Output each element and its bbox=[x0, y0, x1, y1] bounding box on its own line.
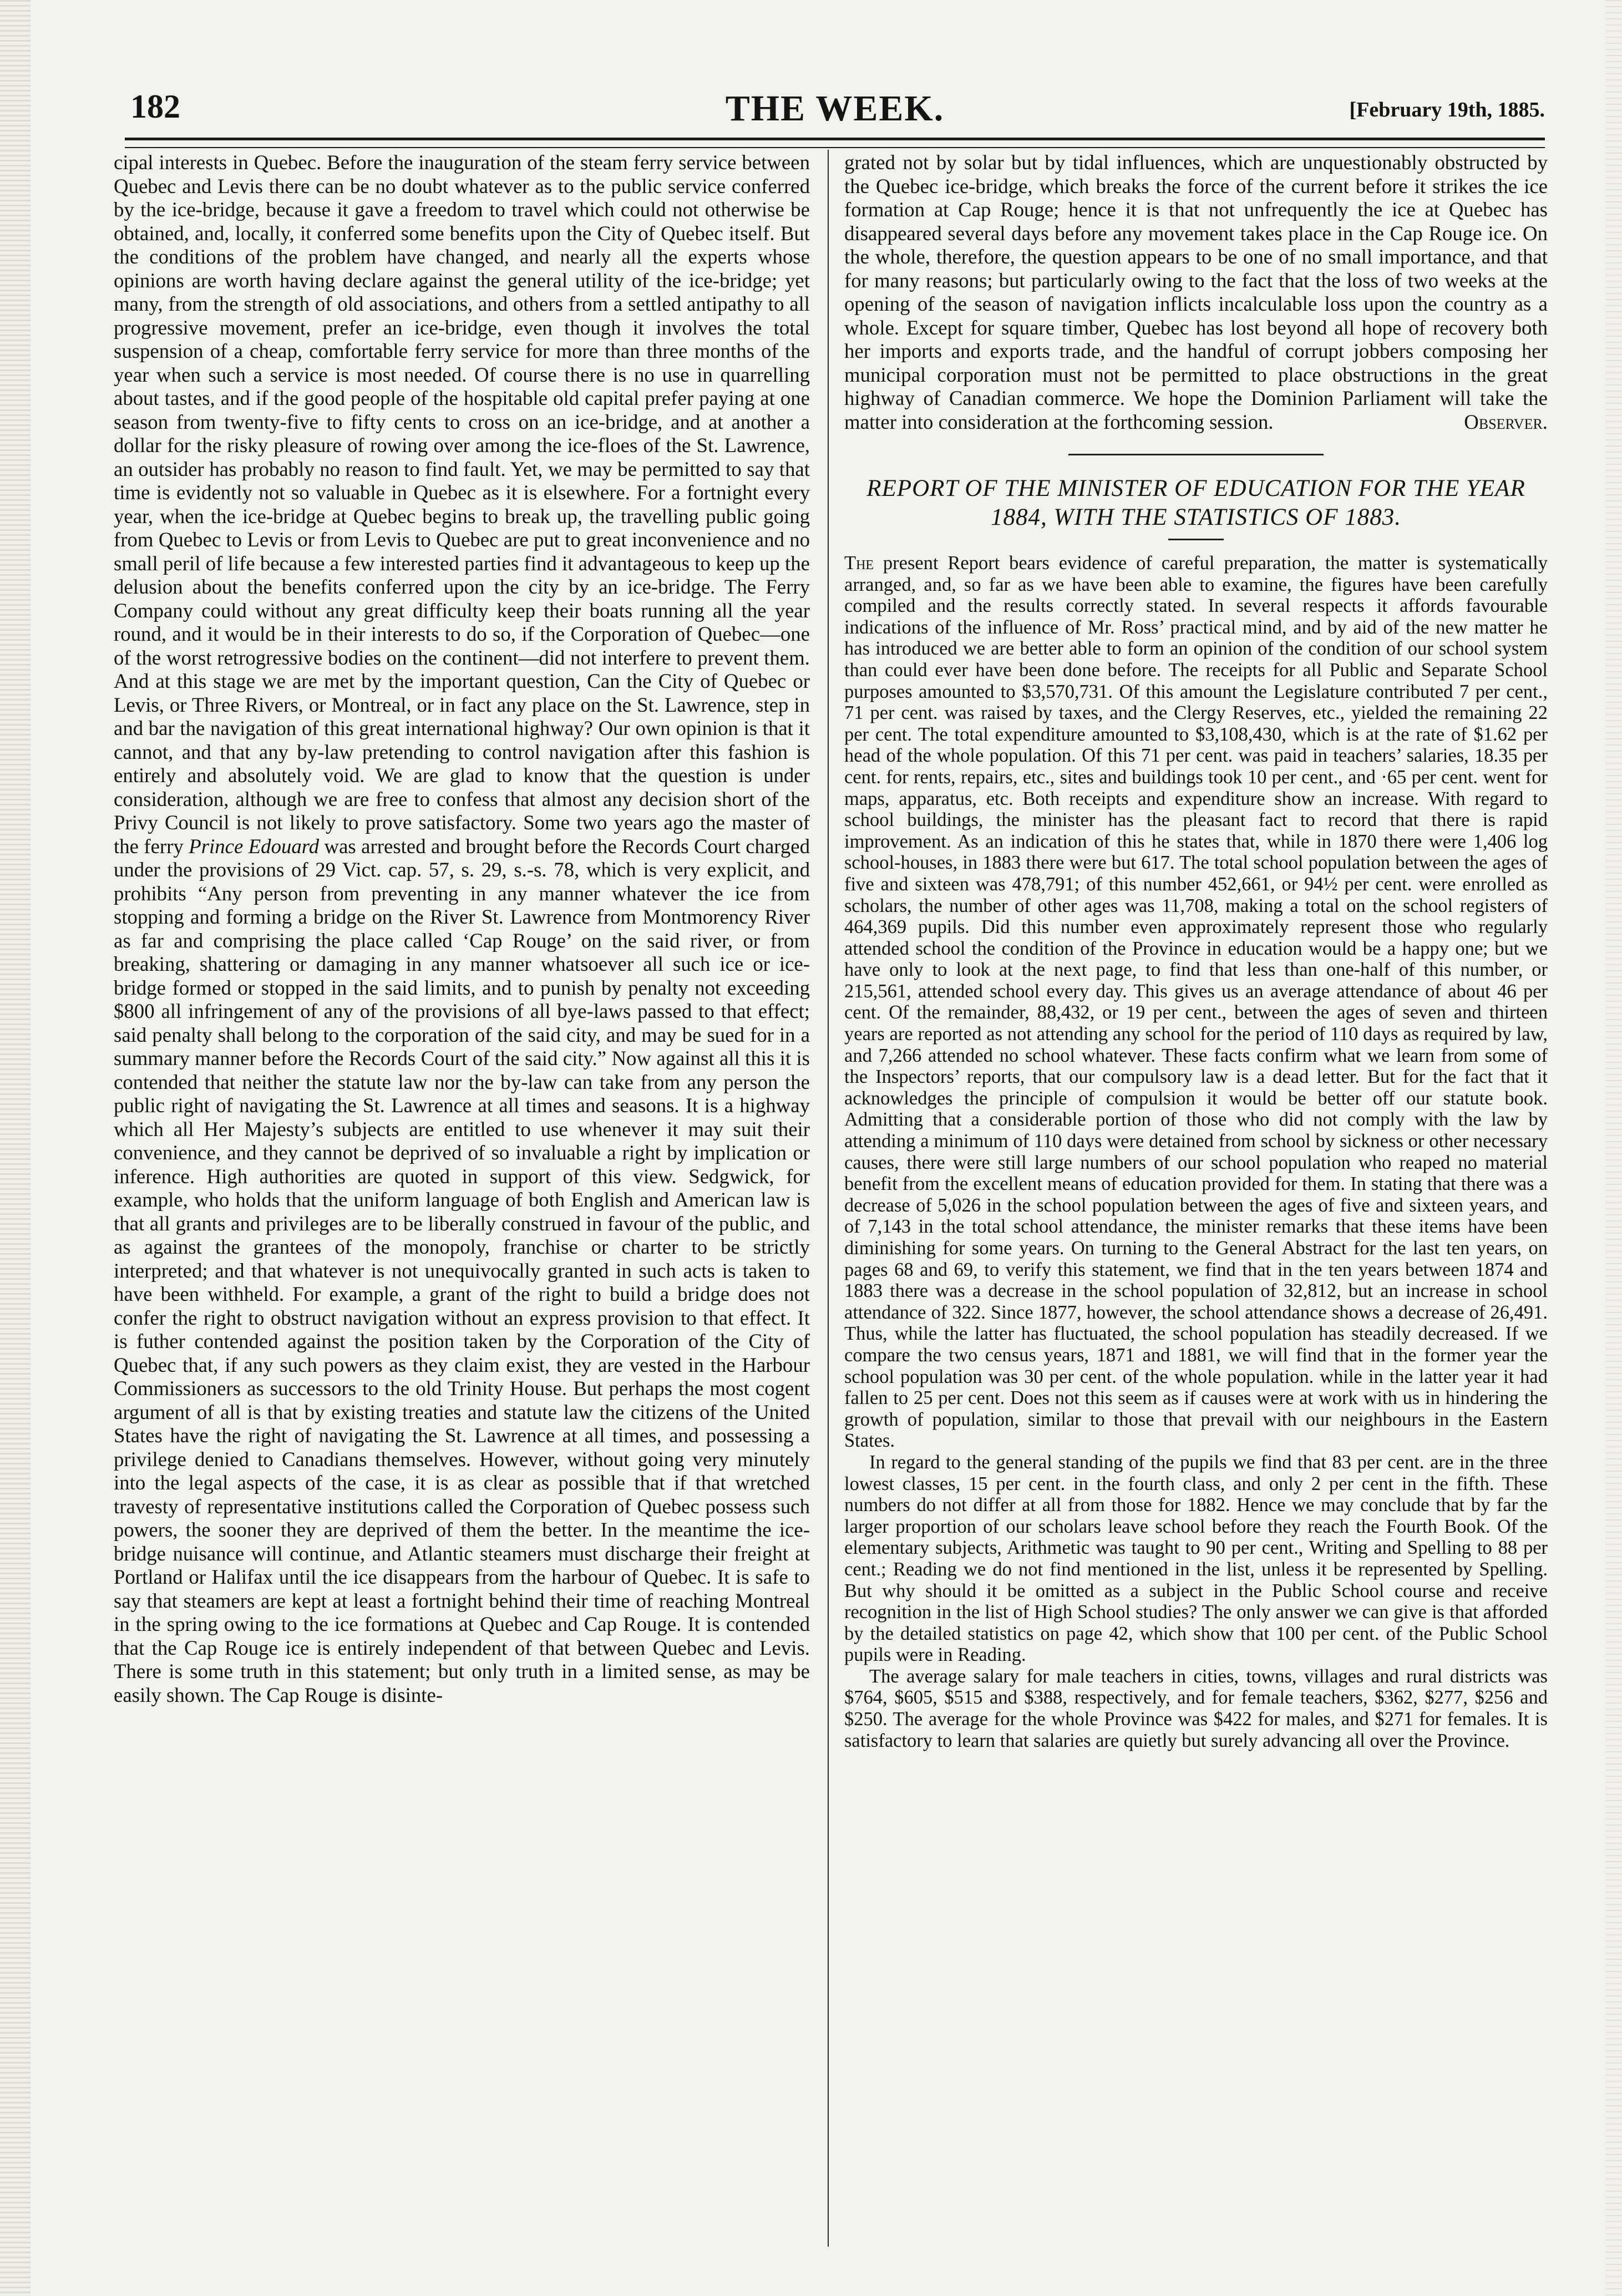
left-column-paragraph bbox=[114, 151, 810, 1707]
report-paragraph-3: The average salary for male teachers in cities, towns, villages and rural districts was $764, $605, $515 and $388, respectively, and for female teachers, $362, $277, $256 and $250. The average for the whole Province was $422 for males, and $271 for females. It is satisfactory to learn that salaries are quietly but surely advancing all over the Province. bbox=[844, 1665, 1548, 1751]
article-title: REPORT OF THE MINISTER OF EDUCATION FOR THE YEAR 1884, WITH THE STATISTICS OF 1883. bbox=[866, 475, 1525, 530]
page-number: 182 bbox=[130, 88, 180, 125]
title-divider bbox=[1168, 539, 1224, 540]
page-edge-left bbox=[0, 0, 31, 2296]
page-header bbox=[125, 88, 1545, 138]
right-column bbox=[844, 151, 1548, 1751]
left-text-part-1: cipal interests in Quebec. Before the inauguration of the steam ferry service between Quebec and Levis there can be no doubt whatever as to the public service conferred by the ice-bridge, because it gave a freedom to travel which could not otherwise be obtained, and, locally, it conferred some benefits upon the City of Quebec itself. But the conditions of the problem have changed, and nearly all the experts whose opinions are worth having declare against the general utility of the ice-bridge; yet many, from the strength of old associations, and others from a settled antipathy to all progressive movement, prefer an ice-bridge, even though it involves the total suspension of a cheap, comfortable ferry service for more than three months of the year when such a service is most needed. Of course there is no use in quarrelling about tastes, and if the good people of the hospitable old capital prefer paying at one season from twenty-five to fifty cents to cross on an ice-bridge, and at another a dollar for the risky pleasure of rowing over among the ice-floes of the St. Lawrence, an outsider has probably no reason to find fault. Yet, we may be permitted to say that time is evidently not so valuable in Quebec as it is elsewhere. For a fortnight every year, when the ice-bridge at Quebec begins to break up, the travelling public going from Quebec to Levis or from Levis to Quebec are put to great inconvenience and no small peril of life because a few interested parties find it advantageous to keep up the delusion about the benefits conferred upon the city by an ice-bridge. The Ferry Company could without any great difficulty keep their boats running all the year round, and it would be in their interests to do so, if the Corporation of Quebec—one of the worst retrogressive bodies on the continent—did not interfere to prevent them. And at this stage we are met by the important question, Can the City of Quebec or Levis, or Three Rivers, or Montreal, or in fact any place on the St. Lawrence, step in and bar the navigation of this great international highway? Our own opinion is that it cannot, and that any by-law pretending to control navigation after this fashion is entirely and absolutely void. We are glad to know that the question is under consideration, although we are free to confess that almost any decision short of the Privy Council is not likely to prove satisfactory. Some two years ago the master of the ferry bbox=[114, 151, 810, 858]
report-paragraph bbox=[844, 553, 1548, 1452]
section-divider bbox=[1068, 454, 1324, 455]
header-rule bbox=[125, 138, 1545, 148]
report-paragraph-2: In regard to the general standing of the pupils we find that 83 per cent. are in the three lowest classes, 15 per cent. in the fourth class, and only 2 per cent in the fifth. These numbers do not differ at all from those for 1882. Hence we may conclude that by far the larger proportion of our scholars leave school before they reach the Fourth Book. Of the elementary subjects, Arithmetic was taught to 90 per cent., Writing and Spelling to 88 per cent.; Reading we do not find mentioned in the list, unless it be represented by Spelling. But why should it be omitted as a subject in the Public School course and receive recognition in the list of High School studies? The only answer we can give is that afforded by the detailed statistics on page 42, which show that 100 per cent. of the Public School pupils were in Reading. bbox=[844, 1451, 1548, 1666]
column-divider bbox=[828, 150, 829, 2247]
ship-name: Prince Edouard bbox=[189, 834, 320, 858]
masthead: THE WEEK. bbox=[725, 88, 945, 129]
left-text-part-2: was arrested and brought before the Records Court charged under the provisions of 29 Vict. cap. 57, s. 29, s.-s. 78, which is very explicit, and prohibits “Any person from preventing in any manner whatever the ice from stopping and forming a bridge on the River St. Lawrence from Montmorency River as far and comprising the place called ‘Cap Rouge’ on the said river, or from breaking, shattering or damaging in any manner whatsoever all such ice or ice-bridge formed or stopped in the said limits, and to punish by penalty not exceeding $800 all infringement of any of the provisions of all bye-laws passed to that effect; said penalty shall belong to the corporation of the said city, and may be sued for in a summary manner before the Records Court of the said city.” Now against all this it is contended that neither the statute law nor the by-law can take from any person the public right of navigating the St. Lawrence at all times and seasons. It is a highway which all Her Majesty’s subjects are entitled to use whenever it may suit their convenience, and they cannot be deprived of so invaluable a right by implication or inference. High authorities are quoted in support of this view. Sedgwick, for example, who holds that the uniform language of both English and American law is that all grants and privileges are to be liberally construed in favour of the public, and as against the grantees of the monopoly, franchise or charter to be strictly interpreted; and that whatever is not unequivocally granted in such acts is taken to have been withheld. For example, a grant of the right to build a bridge does not confer the right to obstruct navigation without an express provision to that effect. It is futher contended against the position taken by the Corporation of the City of Quebec that, if any such powers as they claim exist, they are vested in the Harbour Commissioners as successors to the old Trinity House. But perhaps the most cogent argument of all is that by existing treaties and statute law the citizens of the United States have the right of navigating the St. Lawrence at all times, and possessing a privilege denied to Canadians themselves. However, without going very minutely into the legal aspects of the case, it is as clear as possible that if that wretched travesty of representative institutions called the Corporation of Quebec possess such powers, the sooner they are deprived of them the better. In the meantime the ice-bridge nuisance will continue, and Atlantic steamers must discharge their freight at Portland or Halifax until the ice disappears from the harbour of Quebec. It is safe to say that steamers are kept at least a fortnight behind their time of reaching Montreal in the spring owing to the ice formations at Quebec and Cap Rouge. It is contended that the Cap Rouge ice is entirely independent of that between Quebec and Levis. There is some truth in this statement; but only truth in a limited sense, as may be easily shown. The Cap Rouge is disinte- bbox=[114, 834, 810, 1706]
issue-date: [February 19th, 1885. bbox=[1349, 98, 1545, 121]
page-edge-right bbox=[1605, 0, 1622, 2296]
report-first-word: The bbox=[844, 553, 874, 574]
report-body bbox=[844, 553, 1548, 1751]
continued-article-text bbox=[844, 151, 1548, 434]
report-paragraph-1: present Report bears evidence of careful preparation, the matter is systematically arranged, and, so far as we have been able to examine, the figures have been carefully compiled and the results correctly stated. In several respects it affords favourable indications of the influence of Mr. Ross’ practical mind, and by aid of the new matter he has introduced we are better able to form an opinion of the condition of our school system than could ever have been done before. The receipts for all Public and Separate School purposes amounted to $3,570,731. Of this amount the Legislature contributed 7 per cent., 71 per cent. was raised by taxes, and the Clergy Reserves, etc., yielded the remaining 22 per cent. The total expenditure amounted to $3,108,430, which is at the rate of $1.62 per head of the whole population. Of this 71 per cent. was paid in teachers’ salaries, 18.35 per cent. for rents, repairs, etc., sites and buildings took 10 per cent., and ·65 per cent. went for maps, apparatus, etc. Both receipts and expenditure show an increase. With regard to school buildings, the minister has the pleasant fact to record that there is rapid improvement. As an indication of this he states that, while in 1870 there were 1,406 log school-houses, in 1883 there were but 617. The total school population between the ages of five and sixteen was 478,791; of this number 452,661, or 94½ per cent. were enrolled as scholars, the number of other ages was 11,708, making a total on the school registers of 464,369 pupils. Did this number even approximately represent those who regularly attended school the condition of the Province in education would be a happy one; but we have only to look at the next page, to find that less than one-half of this number, or 215,561, attended school every day. This gives us an average attendance of about 46 per cent. Of the remainder, 88,432, or 19 per cent., between the ages of seven and thirteen years are reported as not attending any school for the period of 110 days as required by law, and 7,266 attended no school whatever. These facts confirm what we learn from some of the Inspectors’ reports, that our compulsory law is a dead letter. But for the fact that it acknowledges the principle of compulsion it would be better off our statute book. Admitting that a considerable portion of those who did not comply with the law by attending a minimum of 110 days were detained from school by sickness or other necessary causes, there were still large numbers of our school population who reaped no material benefit from the excellent means of education provided for them. In stating that there was a decrease of 5,026 in the school population between the ages of five and sixteen years, and of 7,143 in the total school attendance, the minister remarks that these items have been diminishing for some years. On turning to the General Abstract for the last ten years, on pages 68 and 69, to verify this statement, we find that in the ten years between 1874 and 1883 there was a decrease in the school population of 32,812, but an increase in school attendance of 322. Since 1877, however, the school attendance shows a decrease of 26,491. Thus, while the latter has fluctuated, the school population has steadily decreased. If we compare the two census years, 1871 and 1881, we will find that in the former year the school population was 30 per cent. of the whole population. while in the latter year it had fallen to 25 per cent. Does not this seem as if causes were at work with us in hindering the growth of population, similar to those that prevail with our neighbours in the Eastern States. bbox=[844, 553, 1548, 1452]
author-signoff: Observer. bbox=[1464, 410, 1548, 433]
left-column bbox=[114, 151, 810, 1707]
continuation-text: grated not by solar but by tidal influences, which are unquestionably obstructed by the Quebec ice-bridge, which breaks the force of the current before it strikes the ice formation at Cap Rouge; hence it is that not unfrequently the ice at Quebec has disappeared several days before any movement takes place in the Cap Rouge ice. On the whole, therefore, the question appears to be one of no small importance, and that for many reasons; but particularly owing to the fact that the loss of two weeks at the opening of the season of navigation inflicts incalculable loss upon the country as a whole. Except for square timber, Quebec has lost beyond all hope of recovery both her imports and exports trade, and the handful of corrupt jobbers composing her municipal corporation must not be permitted to place obstructions in the great highway of Canadian commerce. We hope the Dominion Parliament will take the matter into consideration at the forthcoming session. bbox=[844, 151, 1548, 433]
